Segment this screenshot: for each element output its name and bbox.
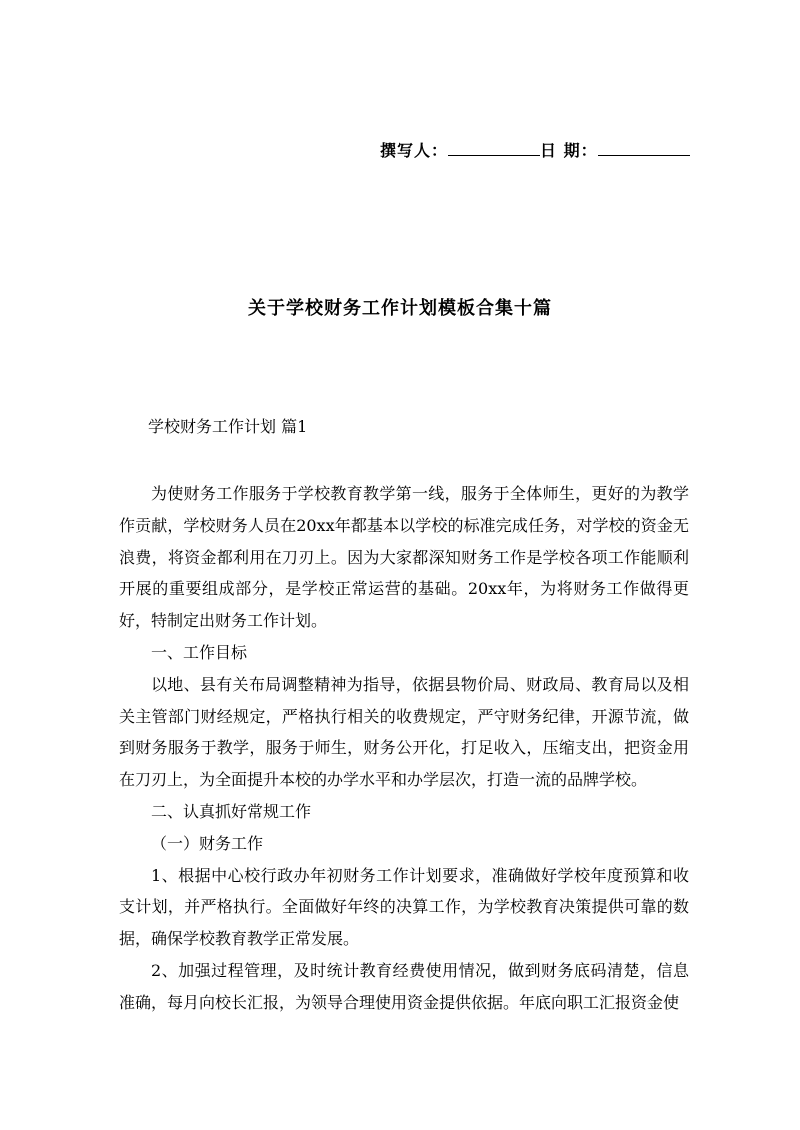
author-date-line <box>380 138 690 161</box>
subheading-finance: （一）财务工作 <box>151 833 264 853</box>
heading-routine: 二、认真抓好常规工作 <box>151 801 312 821</box>
author-label: 撰写人： <box>380 141 449 160</box>
paragraph-intro: 为使财务工作服务于学校教育教学第一线，服务于全体师生，更好的为教学作贡献，学校财务人员在20xx年都基本以学校的标准完成任务，对学校的资金无浪费，将资金都利用在刀刃上。因为大家都深知财务工作是学校各项工作能顺利开展的重要组成部分，是学校正常运营的基础。20xx年，为将财务工作做得更好，特制定出财务工作计划。 <box>119 484 689 631</box>
paragraph-item-2: 2、加强过程管理，及时统计教育经费使用情况，做到财务底码清楚，信息准确，每月向校长汇报，为领导合理使用资金提供依据。年底向职工汇报资金使 <box>119 960 689 1012</box>
author-blank[interactable] <box>448 141 540 156</box>
heading-goal: 一、工作目标 <box>151 642 248 662</box>
paragraph-item-1: 1、根据中心校行政办年初财务工作计划要求，准确做好学校年度预算和收支计划，并严格执行。全面做好年终的决算工作，为学校教育决策提供可靠的数据，确保学校教育教学正常发展。 <box>119 865 689 949</box>
date-label: 日 期： <box>540 141 598 160</box>
document-body <box>119 478 689 1019</box>
document-title: 关于学校财务工作计划模板合集十篇 <box>248 298 552 319</box>
section-title: 学校财务工作计划 篇1 <box>148 417 308 436</box>
paragraph-goal: 以地、县有关布局调整精神为指导，依据县物价局、财政局、教育局以及相关主管部门财经规定，严格执行相关的收费规定，严守财务纪律，开源节流，做到财务服务于教学，服务于师生，财务公开化，打足收入，压缩支出，把资金用在刀刃上，为全面提升本校的办学水平和办学层次，打造一流的品牌学校。 <box>119 674 689 790</box>
date-blank[interactable] <box>598 141 690 156</box>
